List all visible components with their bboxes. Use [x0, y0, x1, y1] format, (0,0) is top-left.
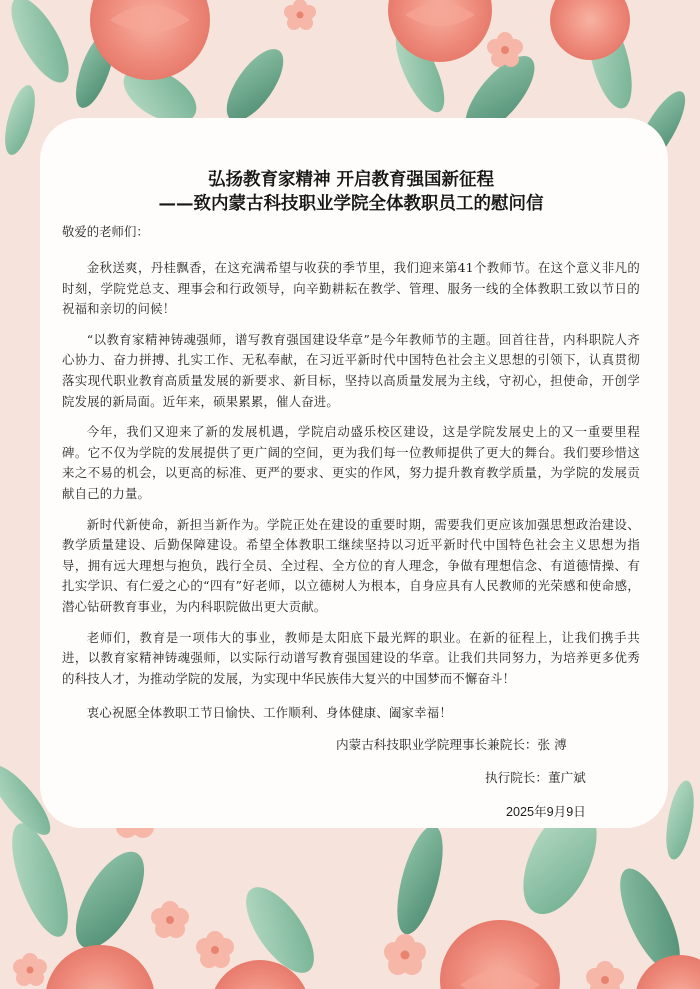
- top-roses: [90, 0, 630, 80]
- paragraph: 新时代新使命，新担当新作为。学院正处在建设的重要时期，需要我们更应该加强思想政治建设、教学质量建设、后勤保障建设。希望全体教职工继续坚持以习近平新时代中国特色社会主义思想为指导，拥有远大理想与抱负，践行全员、全过程、全方位的育人理念，争做有理想信念、有道德情操、有扎实学识、有仁爱之心的“四有”好老师，以立德树人为根本，自身应具有人民教师的光荣感和使命感，潜心钻研教育事业，为内科职院做出更大贡献。: [62, 516, 640, 614]
- letter-date: 2025年9月9日: [506, 805, 586, 819]
- signature-executive: 执行院长：董广斌: [485, 770, 586, 785]
- paragraph: 老师们，教育是一项伟大的事业，教师是太阳底下最光辉的职业。在新的征程上，让我们携手共进，以教育家精神铸魂强师，以实际行动谱写教育强国建设的华章。让我们共同努力，为培养更多优秀的科技人才，为推动学院的发展，为实现中华民族伟大复兴的中国梦而不懈奋斗！: [62, 629, 640, 686]
- paragraph: 金秋送爽，丹桂飘香，在这充满希望与收获的季节里，我们迎来第41个教师节。在这个意义非凡的时刻，学院党总支、理事会和行政领导，向辛勤耕耘在教学、管理、服务一线的全体教职工致以节日的祝福和亲切的问候！: [62, 260, 640, 317]
- title-subtitle: ——致内蒙古科技职业学院全体教职员工的慰问信: [158, 194, 544, 214]
- signature-chairman: 内蒙古科技职业学院理事长兼院长：张 溥: [336, 737, 567, 752]
- paragraph: “以教育家精神铸魂强师，谱写教育强国建设华章”是今年教师节的主题。回首往昔，内科职院人齐心协力、奋力拼搏、扎实工作、无私奉献，在习近平新时代中国特色社会主义思想的引领下，认真贯彻落实现代职业教育高质量发展的新要求、新目标，坚持以高质量发展为主线，守初心，担使命，开创学院发展的新局面。近年来，硕果累累，催人奋进。: [62, 331, 640, 409]
- blessing: 衷心祝愿全体教职工节日愉快、工作顺利、身体健康、阖家幸福！: [86, 705, 452, 721]
- greeting: 敬爱的老师们：: [62, 224, 149, 239]
- letter-title: [62, 168, 640, 216]
- paragraph: 今年，我们又迎来了新的发展机遇，学院启动盛乐校区建设，这是学院发展史上的又一重要里程碑。它不仅为学院的发展提供了更广阔的空间，更为我们每一位教师提供了更大的舞台。我们要珍惜这来之不易的机会，以更高的标准、更严的要求、更实的作风，努力提升教育教学质量，为学院的发展贡献自己的力量。: [62, 424, 640, 501]
- title-main: 弘扬教育家精神 开启教育强国新征程: [207, 170, 495, 190]
- letter-body: [62, 168, 640, 724]
